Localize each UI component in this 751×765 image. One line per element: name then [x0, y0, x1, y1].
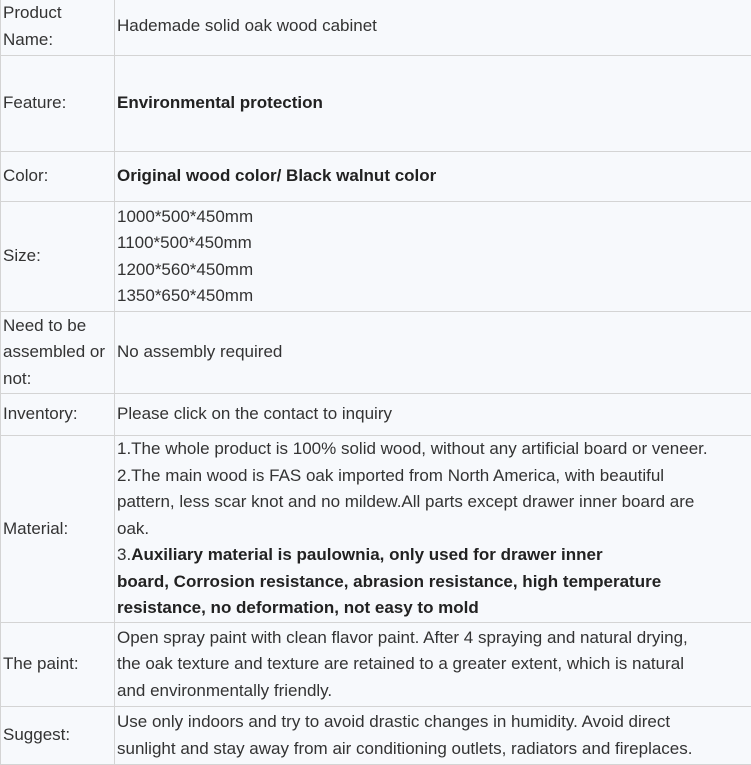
label-line: Need to be: [3, 313, 114, 340]
value-paint: [115, 623, 751, 707]
table-row-material: [1, 436, 751, 623]
material-line-bold-3: resistance, no deformation, not easy to mold: [117, 595, 751, 622]
material-line-bold-2: board, Corrosion resistance, abrasion resistance, high temperature: [117, 569, 751, 596]
material-line: 1.The whole product is 100% solid wood, without any artificial board or veneer.: [117, 436, 751, 463]
label-suggest: Suggest:: [1, 707, 115, 765]
size-option: 1200*560*450mm: [117, 257, 751, 284]
value-color: Original wood color/ Black walnut color: [115, 152, 751, 202]
table-row-paint: [1, 623, 751, 707]
value-suggest: [115, 707, 751, 765]
label-line: not:: [3, 366, 114, 393]
paint-line: the oak texture and texture are retained to a greater extent, which is natural: [117, 651, 751, 678]
label-color: Color:: [1, 152, 115, 202]
label-line: assembled or: [3, 339, 114, 366]
material-line: 2.The main wood is FAS oak imported from North America, with beautiful: [117, 463, 751, 490]
size-option: 1350*650*450mm: [117, 283, 751, 310]
label-size: Size:: [1, 202, 115, 312]
paint-line: and environmentally friendly.: [117, 678, 751, 705]
table-row-inventory: [1, 394, 751, 436]
value-feature: Environmental protection: [115, 56, 751, 152]
table-row-assembly: [1, 312, 751, 394]
label-material: Material:: [1, 436, 115, 623]
paint-line: Open spray paint with clean flavor paint. After 4 spraying and natural drying,: [117, 625, 751, 652]
value-assembly: No assembly required: [115, 312, 751, 394]
value-material: [115, 436, 751, 623]
table-row-size: [1, 202, 751, 312]
size-option: 1100*500*450mm: [117, 230, 751, 257]
label-line: Name:: [3, 27, 114, 54]
material-line-bold-1: [117, 542, 751, 569]
table-row-product-name: [1, 0, 751, 56]
material-bold-text: Auxiliary material is paulownia, only used for drawer inner: [131, 545, 602, 564]
material-prefix: 3.: [117, 545, 131, 564]
table-row-color: [1, 152, 751, 202]
label-line: Product: [3, 0, 114, 27]
label-product-name: [1, 0, 115, 56]
material-line: oak.: [117, 516, 751, 543]
value-inventory: Please click on the contact to inquiry: [115, 394, 751, 436]
size-option: 1000*500*450mm: [117, 204, 751, 231]
label-inventory: Inventory:: [1, 394, 115, 436]
label-feature: Feature:: [1, 56, 115, 152]
label-assembly: [1, 312, 115, 394]
value-product-name: Hademade solid oak wood cabinet: [115, 0, 751, 56]
label-paint: The paint:: [1, 623, 115, 707]
value-size: [115, 202, 751, 312]
table-row-feature: [1, 56, 751, 152]
suggest-line: sunlight and stay away from air conditioning outlets, radiators and fireplaces.: [117, 736, 751, 763]
table-row-suggest: [1, 707, 751, 765]
material-line: pattern, less scar knot and no mildew.All parts except drawer inner board are: [117, 489, 751, 516]
suggest-line: Use only indoors and try to avoid drastic changes in humidity. Avoid direct: [117, 709, 751, 736]
